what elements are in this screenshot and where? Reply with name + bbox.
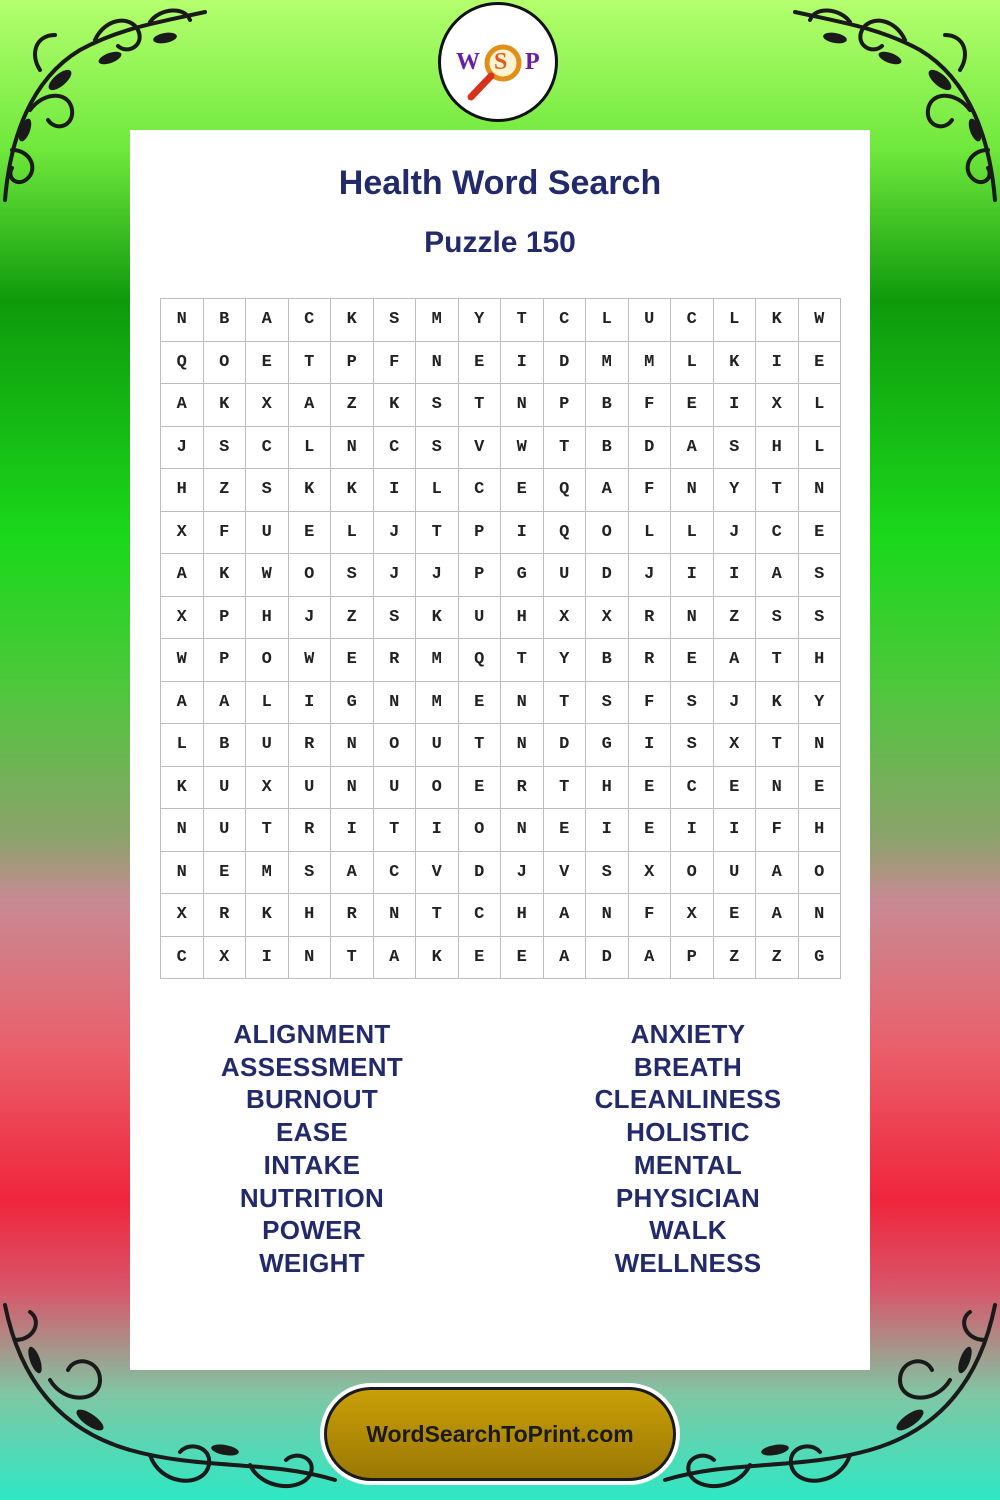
wsp-logo[interactable] xyxy=(438,2,558,122)
grid-cell[interactable]: S xyxy=(331,554,374,597)
grid-cell[interactable]: R xyxy=(629,639,672,682)
grid-cell[interactable]: H xyxy=(586,767,629,810)
grid-cell[interactable]: K xyxy=(756,682,799,725)
grid-cell[interactable]: Q xyxy=(459,639,502,682)
word-item: MENTAL xyxy=(633,1149,743,1180)
grid-cell[interactable]: A xyxy=(544,894,587,937)
grid-cell[interactable]: T xyxy=(756,724,799,767)
word-item: WALK xyxy=(649,1215,727,1246)
grid-cell[interactable]: K xyxy=(204,384,247,427)
word-item: ANXIETY xyxy=(630,1019,746,1049)
grid-cell[interactable]: W xyxy=(799,299,842,342)
grid-cell[interactable]: A xyxy=(289,384,332,427)
grid-cell[interactable]: X xyxy=(714,724,757,767)
grid-cell[interactable]: R xyxy=(629,597,672,640)
grid-cell[interactable]: A xyxy=(161,384,204,427)
grid-cell[interactable]: J xyxy=(374,512,417,555)
grid-cell[interactable]: B xyxy=(586,384,629,427)
grid-cell[interactable]: E xyxy=(246,342,289,385)
word-item: BREATH xyxy=(633,1051,743,1082)
grid-cell[interactable]: T xyxy=(246,809,289,852)
grid-cell[interactable]: N xyxy=(586,894,629,937)
grid-cell[interactable]: I xyxy=(714,809,757,852)
grid-cell[interactable]: Y xyxy=(714,469,757,512)
grid-cell[interactable]: M xyxy=(416,299,459,342)
grid-cell[interactable]: I xyxy=(331,809,374,852)
grid-cell[interactable]: O xyxy=(246,639,289,682)
grid-cell[interactable]: A xyxy=(756,852,799,895)
grid-cell[interactable]: S xyxy=(671,724,714,767)
grid-cell[interactable]: Z xyxy=(331,597,374,640)
grid-cell[interactable]: R xyxy=(374,639,417,682)
grid-cell[interactable]: N xyxy=(799,469,842,512)
grid-cell[interactable]: A xyxy=(331,852,374,895)
grid-cell[interactable]: Y xyxy=(799,682,842,725)
grid-cell[interactable]: T xyxy=(331,937,374,980)
grid-cell[interactable]: N xyxy=(161,299,204,342)
grid-cell[interactable]: C xyxy=(459,469,502,512)
grid-cell[interactable]: N xyxy=(161,852,204,895)
grid-cell[interactable]: V xyxy=(416,852,459,895)
grid-cell[interactable]: F xyxy=(756,809,799,852)
grid-cell[interactable]: Q xyxy=(161,342,204,385)
grid-cell[interactable]: R xyxy=(501,767,544,810)
word-item: ASSESSMENT xyxy=(220,1051,404,1082)
grid-cell[interactable]: S xyxy=(586,852,629,895)
grid-cell[interactable]: K xyxy=(204,554,247,597)
grid-cell[interactable]: E xyxy=(501,937,544,980)
word-item: HOLISTIC xyxy=(626,1117,750,1148)
grid-cell[interactable]: U xyxy=(416,724,459,767)
grid-cell[interactable]: X xyxy=(544,597,587,640)
grid-cell[interactable]: N xyxy=(416,342,459,385)
grid-cell[interactable]: R xyxy=(289,724,332,767)
grid-cell[interactable]: T xyxy=(501,639,544,682)
grid-cell[interactable]: H xyxy=(799,809,842,852)
puzzle-card xyxy=(130,130,870,1370)
grid-cell[interactable]: K xyxy=(714,342,757,385)
grid-cell[interactable]: D xyxy=(629,427,672,470)
grid-cell[interactable]: C xyxy=(374,852,417,895)
grid-cell[interactable]: X xyxy=(629,852,672,895)
grid-cell[interactable]: M xyxy=(416,639,459,682)
grid-cell[interactable]: S xyxy=(416,384,459,427)
grid-cell[interactable]: C xyxy=(544,299,587,342)
grid-cell[interactable]: E xyxy=(671,639,714,682)
grid-cell[interactable]: K xyxy=(246,894,289,937)
grid-cell[interactable]: U xyxy=(714,852,757,895)
grid-cell[interactable]: E xyxy=(544,809,587,852)
grid-cell[interactable]: E xyxy=(289,512,332,555)
grid-cell[interactable]: K xyxy=(756,299,799,342)
grid-cell[interactable]: T xyxy=(544,682,587,725)
grid-cell[interactable]: X xyxy=(671,894,714,937)
grid-cell[interactable]: B xyxy=(586,427,629,470)
logo-letter-p: P xyxy=(525,49,540,75)
grid-cell[interactable]: I xyxy=(671,554,714,597)
grid-cell[interactable]: X xyxy=(586,597,629,640)
grid-cell[interactable]: P xyxy=(331,342,374,385)
grid-cell[interactable]: E xyxy=(714,767,757,810)
word-item: BURNOUT xyxy=(245,1084,379,1115)
word-item: CLEANLINESS xyxy=(594,1084,782,1115)
grid-cell[interactable]: O xyxy=(671,852,714,895)
grid-cell[interactable]: J xyxy=(714,682,757,725)
word-item: INTAKE xyxy=(263,1149,361,1180)
grid-cell[interactable]: E xyxy=(459,937,502,980)
grid-cell[interactable]: E xyxy=(799,342,842,385)
grid-cell[interactable]: J xyxy=(374,554,417,597)
grid-cell[interactable]: B xyxy=(204,724,247,767)
grid-cell[interactable]: B xyxy=(586,639,629,682)
grid-cell[interactable]: I xyxy=(289,682,332,725)
grid-cell[interactable]: R xyxy=(331,894,374,937)
grid-cell[interactable]: L xyxy=(416,469,459,512)
grid-cell[interactable]: T xyxy=(416,894,459,937)
grid-cell[interactable]: Q xyxy=(544,512,587,555)
grid-cell[interactable]: N xyxy=(374,894,417,937)
grid-cell[interactable]: U xyxy=(544,554,587,597)
grid-cell[interactable]: C xyxy=(246,427,289,470)
logo-letter-w: W xyxy=(456,49,480,75)
grid-cell[interactable]: A xyxy=(714,639,757,682)
grid-cell[interactable]: O xyxy=(799,852,842,895)
grid-cell[interactable]: P xyxy=(459,512,502,555)
grid-cell[interactable]: J xyxy=(161,427,204,470)
grid-cell[interactable]: A xyxy=(204,682,247,725)
grid-cell[interactable]: S xyxy=(204,427,247,470)
grid-cell[interactable]: N xyxy=(799,894,842,937)
grid-cell[interactable]: X xyxy=(246,384,289,427)
grid-cell[interactable]: I xyxy=(586,809,629,852)
grid-cell[interactable]: J xyxy=(416,554,459,597)
grid-cell[interactable]: H xyxy=(289,894,332,937)
grid-cell[interactable]: A xyxy=(161,554,204,597)
grid-cell[interactable]: N xyxy=(331,427,374,470)
grid-cell[interactable]: S xyxy=(246,469,289,512)
word-item: PHYSICIAN xyxy=(615,1182,761,1213)
grid-cell[interactable]: K xyxy=(161,767,204,810)
grid-cell[interactable]: I xyxy=(246,937,289,980)
grid-cell[interactable]: P xyxy=(459,554,502,597)
grid-cell[interactable]: N xyxy=(331,724,374,767)
grid-cell[interactable]: L xyxy=(246,682,289,725)
grid-cell[interactable]: X xyxy=(161,512,204,555)
grid-cell[interactable]: K xyxy=(331,469,374,512)
grid-cell[interactable]: E xyxy=(501,469,544,512)
grid-cell[interactable]: E xyxy=(459,342,502,385)
grid-cell[interactable]: E xyxy=(799,512,842,555)
grid-cell[interactable]: G xyxy=(586,724,629,767)
grid-cell[interactable]: L xyxy=(799,384,842,427)
grid-cell[interactable]: W xyxy=(161,639,204,682)
grid-cell[interactable]: L xyxy=(586,299,629,342)
grid-cell[interactable]: I xyxy=(714,554,757,597)
grid-cell[interactable]: E xyxy=(459,682,502,725)
word-item: ALIGNMENT xyxy=(233,1019,391,1049)
grid-cell[interactable]: M xyxy=(416,682,459,725)
grid-cell[interactable]: T xyxy=(544,427,587,470)
grid-cell[interactable]: N xyxy=(374,682,417,725)
grid-cell[interactable]: J xyxy=(501,852,544,895)
grid-cell[interactable]: S xyxy=(374,597,417,640)
grid-cell[interactable]: I xyxy=(501,342,544,385)
grid-cell[interactable]: L xyxy=(671,342,714,385)
grid-cell[interactable]: L xyxy=(331,512,374,555)
grid-cell[interactable]: D xyxy=(586,554,629,597)
grid-cell[interactable]: A xyxy=(756,894,799,937)
grid-cell[interactable]: J xyxy=(629,554,672,597)
grid-cell[interactable]: O xyxy=(459,809,502,852)
grid-cell[interactable]: D xyxy=(544,724,587,767)
grid-cell[interactable]: P xyxy=(204,597,247,640)
grid-cell[interactable]: T xyxy=(756,469,799,512)
grid-cell[interactable]: A xyxy=(629,937,672,980)
grid-cell[interactable]: O xyxy=(416,767,459,810)
grid-cell[interactable]: S xyxy=(799,597,842,640)
grid-cell[interactable]: L xyxy=(289,427,332,470)
word-list-left xyxy=(162,1018,462,1280)
grid-cell[interactable]: T xyxy=(289,342,332,385)
grid-cell[interactable]: N xyxy=(501,809,544,852)
grid-cell[interactable]: H xyxy=(246,597,289,640)
grid-cell[interactable]: E xyxy=(459,767,502,810)
grid-cell[interactable]: C xyxy=(161,937,204,980)
grid-cell[interactable]: L xyxy=(799,427,842,470)
grid-cell[interactable]: U xyxy=(629,299,672,342)
grid-cell[interactable]: S xyxy=(799,554,842,597)
grid-cell[interactable]: C xyxy=(374,427,417,470)
grid-cell[interactable]: A xyxy=(374,937,417,980)
grid-cell[interactable]: I xyxy=(714,384,757,427)
grid-cell[interactable]: N xyxy=(289,937,332,980)
grid-cell[interactable]: R xyxy=(289,809,332,852)
grid-cell[interactable]: H xyxy=(756,427,799,470)
word-item: NUTRITION xyxy=(239,1182,385,1213)
grid-cell[interactable]: U xyxy=(246,512,289,555)
grid-cell[interactable]: T xyxy=(374,809,417,852)
logo-letter-s: S xyxy=(494,49,508,75)
grid-cell[interactable]: A xyxy=(586,469,629,512)
grid-cell[interactable]: C xyxy=(459,894,502,937)
grid-cell[interactable]: B xyxy=(204,299,247,342)
grid-cell[interactable]: I xyxy=(374,469,417,512)
grid-cell[interactable]: S xyxy=(289,852,332,895)
grid-cell[interactable]: U xyxy=(459,597,502,640)
grid-cell[interactable]: O xyxy=(374,724,417,767)
grid-cell[interactable]: F xyxy=(629,682,672,725)
grid-cell[interactable]: N xyxy=(501,682,544,725)
grid-cell[interactable]: U xyxy=(289,767,332,810)
grid-cell[interactable]: S xyxy=(416,427,459,470)
grid-cell[interactable]: W xyxy=(501,427,544,470)
grid-cell[interactable]: O xyxy=(289,554,332,597)
grid-cell[interactable]: E xyxy=(714,894,757,937)
grid-cell[interactable]: N xyxy=(671,469,714,512)
grid-cell[interactable]: A xyxy=(161,682,204,725)
grid-cell[interactable]: X xyxy=(756,384,799,427)
word-item: POWER xyxy=(262,1215,362,1246)
grid-cell[interactable]: F xyxy=(374,342,417,385)
grid-cell[interactable]: D xyxy=(459,852,502,895)
grid-cell[interactable]: H xyxy=(161,469,204,512)
grid-cell[interactable]: A xyxy=(544,937,587,980)
grid-cell[interactable]: L xyxy=(161,724,204,767)
grid-cell[interactable]: K xyxy=(331,299,374,342)
grid-cell[interactable]: A xyxy=(756,554,799,597)
grid-cell[interactable]: T xyxy=(459,384,502,427)
grid-cell[interactable]: T xyxy=(756,639,799,682)
grid-cell[interactable]: X xyxy=(246,767,289,810)
grid-cell[interactable]: M xyxy=(629,342,672,385)
grid-cell[interactable]: L xyxy=(714,299,757,342)
grid-cell[interactable]: S xyxy=(756,597,799,640)
grid-cell[interactable]: T xyxy=(544,767,587,810)
grid-cell[interactable]: X xyxy=(204,937,247,980)
grid-cell[interactable]: G xyxy=(331,682,374,725)
grid-cell[interactable]: I xyxy=(756,342,799,385)
grid-cell[interactable]: D xyxy=(544,342,587,385)
grid-cell[interactable]: H xyxy=(501,597,544,640)
grid-cell[interactable]: U xyxy=(246,724,289,767)
puzzle-number: Puzzle 150 xyxy=(424,226,576,259)
grid-cell[interactable]: C xyxy=(756,512,799,555)
grid-cell[interactable]: S xyxy=(671,682,714,725)
grid-cell[interactable]: O xyxy=(204,342,247,385)
grid-cell[interactable]: I xyxy=(416,809,459,852)
grid-cell[interactable]: N xyxy=(756,767,799,810)
grid-cell[interactable]: J xyxy=(289,597,332,640)
grid-cell[interactable]: A xyxy=(671,427,714,470)
grid-cell[interactable]: F xyxy=(204,512,247,555)
grid-cell[interactable]: S xyxy=(586,682,629,725)
word-list-right xyxy=(538,1018,838,1280)
grid-cell[interactable]: E xyxy=(331,639,374,682)
grid-cell[interactable]: N xyxy=(799,724,842,767)
word-item: EASE xyxy=(275,1117,348,1148)
page-title: Health Word Search xyxy=(338,164,662,202)
grid-cell[interactable]: P xyxy=(671,937,714,980)
grid-cell[interactable]: F xyxy=(629,384,672,427)
word-item: WELLNESS xyxy=(614,1247,762,1278)
grid-cell[interactable]: U xyxy=(374,767,417,810)
grid-cell[interactable]: Y xyxy=(459,299,502,342)
grid-cell[interactable]: K xyxy=(416,937,459,980)
grid-cell[interactable]: F xyxy=(629,894,672,937)
grid-cell[interactable]: Q xyxy=(544,469,587,512)
grid-cell[interactable]: K xyxy=(374,384,417,427)
grid-cell[interactable]: M xyxy=(586,342,629,385)
grid-cell[interactable]: W xyxy=(246,554,289,597)
grid-cell[interactable]: V xyxy=(459,427,502,470)
website-button[interactable] xyxy=(320,1383,680,1485)
grid-cell[interactable]: Z xyxy=(714,597,757,640)
grid-cell[interactable]: E xyxy=(204,852,247,895)
grid-cell[interactable]: Z xyxy=(331,384,374,427)
grid-cell[interactable]: C xyxy=(671,299,714,342)
grid-cell[interactable]: E xyxy=(671,384,714,427)
grid-cell[interactable]: Z xyxy=(756,937,799,980)
grid-cell[interactable]: H xyxy=(799,639,842,682)
grid-cell[interactable]: U xyxy=(204,767,247,810)
grid-cell[interactable]: R xyxy=(204,894,247,937)
grid-cell[interactable]: N xyxy=(161,809,204,852)
grid-cell[interactable]: E xyxy=(629,809,672,852)
grid-cell[interactable]: A xyxy=(246,299,289,342)
grid-cell[interactable]: N xyxy=(501,724,544,767)
grid-cell[interactable]: Y xyxy=(544,639,587,682)
grid-cell[interactable]: D xyxy=(586,937,629,980)
grid-cell[interactable]: G xyxy=(501,554,544,597)
grid-cell[interactable]: U xyxy=(204,809,247,852)
grid-cell[interactable]: X xyxy=(161,597,204,640)
grid-cell[interactable]: N xyxy=(331,767,374,810)
grid-cell[interactable]: Z xyxy=(204,469,247,512)
letter-grid xyxy=(160,298,841,979)
grid-cell[interactable]: K xyxy=(416,597,459,640)
grid-cell[interactable]: S xyxy=(714,427,757,470)
grid-cell[interactable]: V xyxy=(544,852,587,895)
website-button-label: WordSearchToPrint.com xyxy=(324,1387,676,1481)
grid-cell[interactable]: C xyxy=(289,299,332,342)
grid-cell[interactable]: N xyxy=(501,384,544,427)
grid-cell[interactable]: I xyxy=(629,724,672,767)
grid-cell[interactable]: O xyxy=(586,512,629,555)
grid-cell[interactable]: T xyxy=(501,299,544,342)
grid-cell[interactable]: M xyxy=(246,852,289,895)
grid-cell[interactable]: X xyxy=(161,894,204,937)
grid-cell[interactable]: C xyxy=(671,767,714,810)
grid-cell[interactable]: L xyxy=(671,512,714,555)
grid-cell[interactable]: T xyxy=(459,724,502,767)
grid-cell[interactable]: P xyxy=(544,384,587,427)
grid-cell[interactable]: J xyxy=(714,512,757,555)
grid-cell[interactable]: Z xyxy=(714,937,757,980)
grid-cell[interactable]: E xyxy=(629,767,672,810)
grid-cell[interactable]: N xyxy=(671,597,714,640)
grid-cell[interactable]: I xyxy=(501,512,544,555)
grid-cell[interactable]: K xyxy=(289,469,332,512)
grid-cell[interactable]: I xyxy=(671,809,714,852)
grid-cell[interactable]: S xyxy=(374,299,417,342)
grid-cell[interactable]: G xyxy=(799,937,842,980)
grid-cell[interactable]: L xyxy=(629,512,672,555)
grid-cell[interactable]: F xyxy=(629,469,672,512)
grid-cell[interactable]: E xyxy=(799,767,842,810)
grid-cell[interactable]: W xyxy=(289,639,332,682)
grid-cell[interactable]: H xyxy=(501,894,544,937)
grid-cell[interactable]: T xyxy=(416,512,459,555)
word-item: WEIGHT xyxy=(259,1247,365,1278)
grid-cell[interactable]: P xyxy=(204,639,247,682)
